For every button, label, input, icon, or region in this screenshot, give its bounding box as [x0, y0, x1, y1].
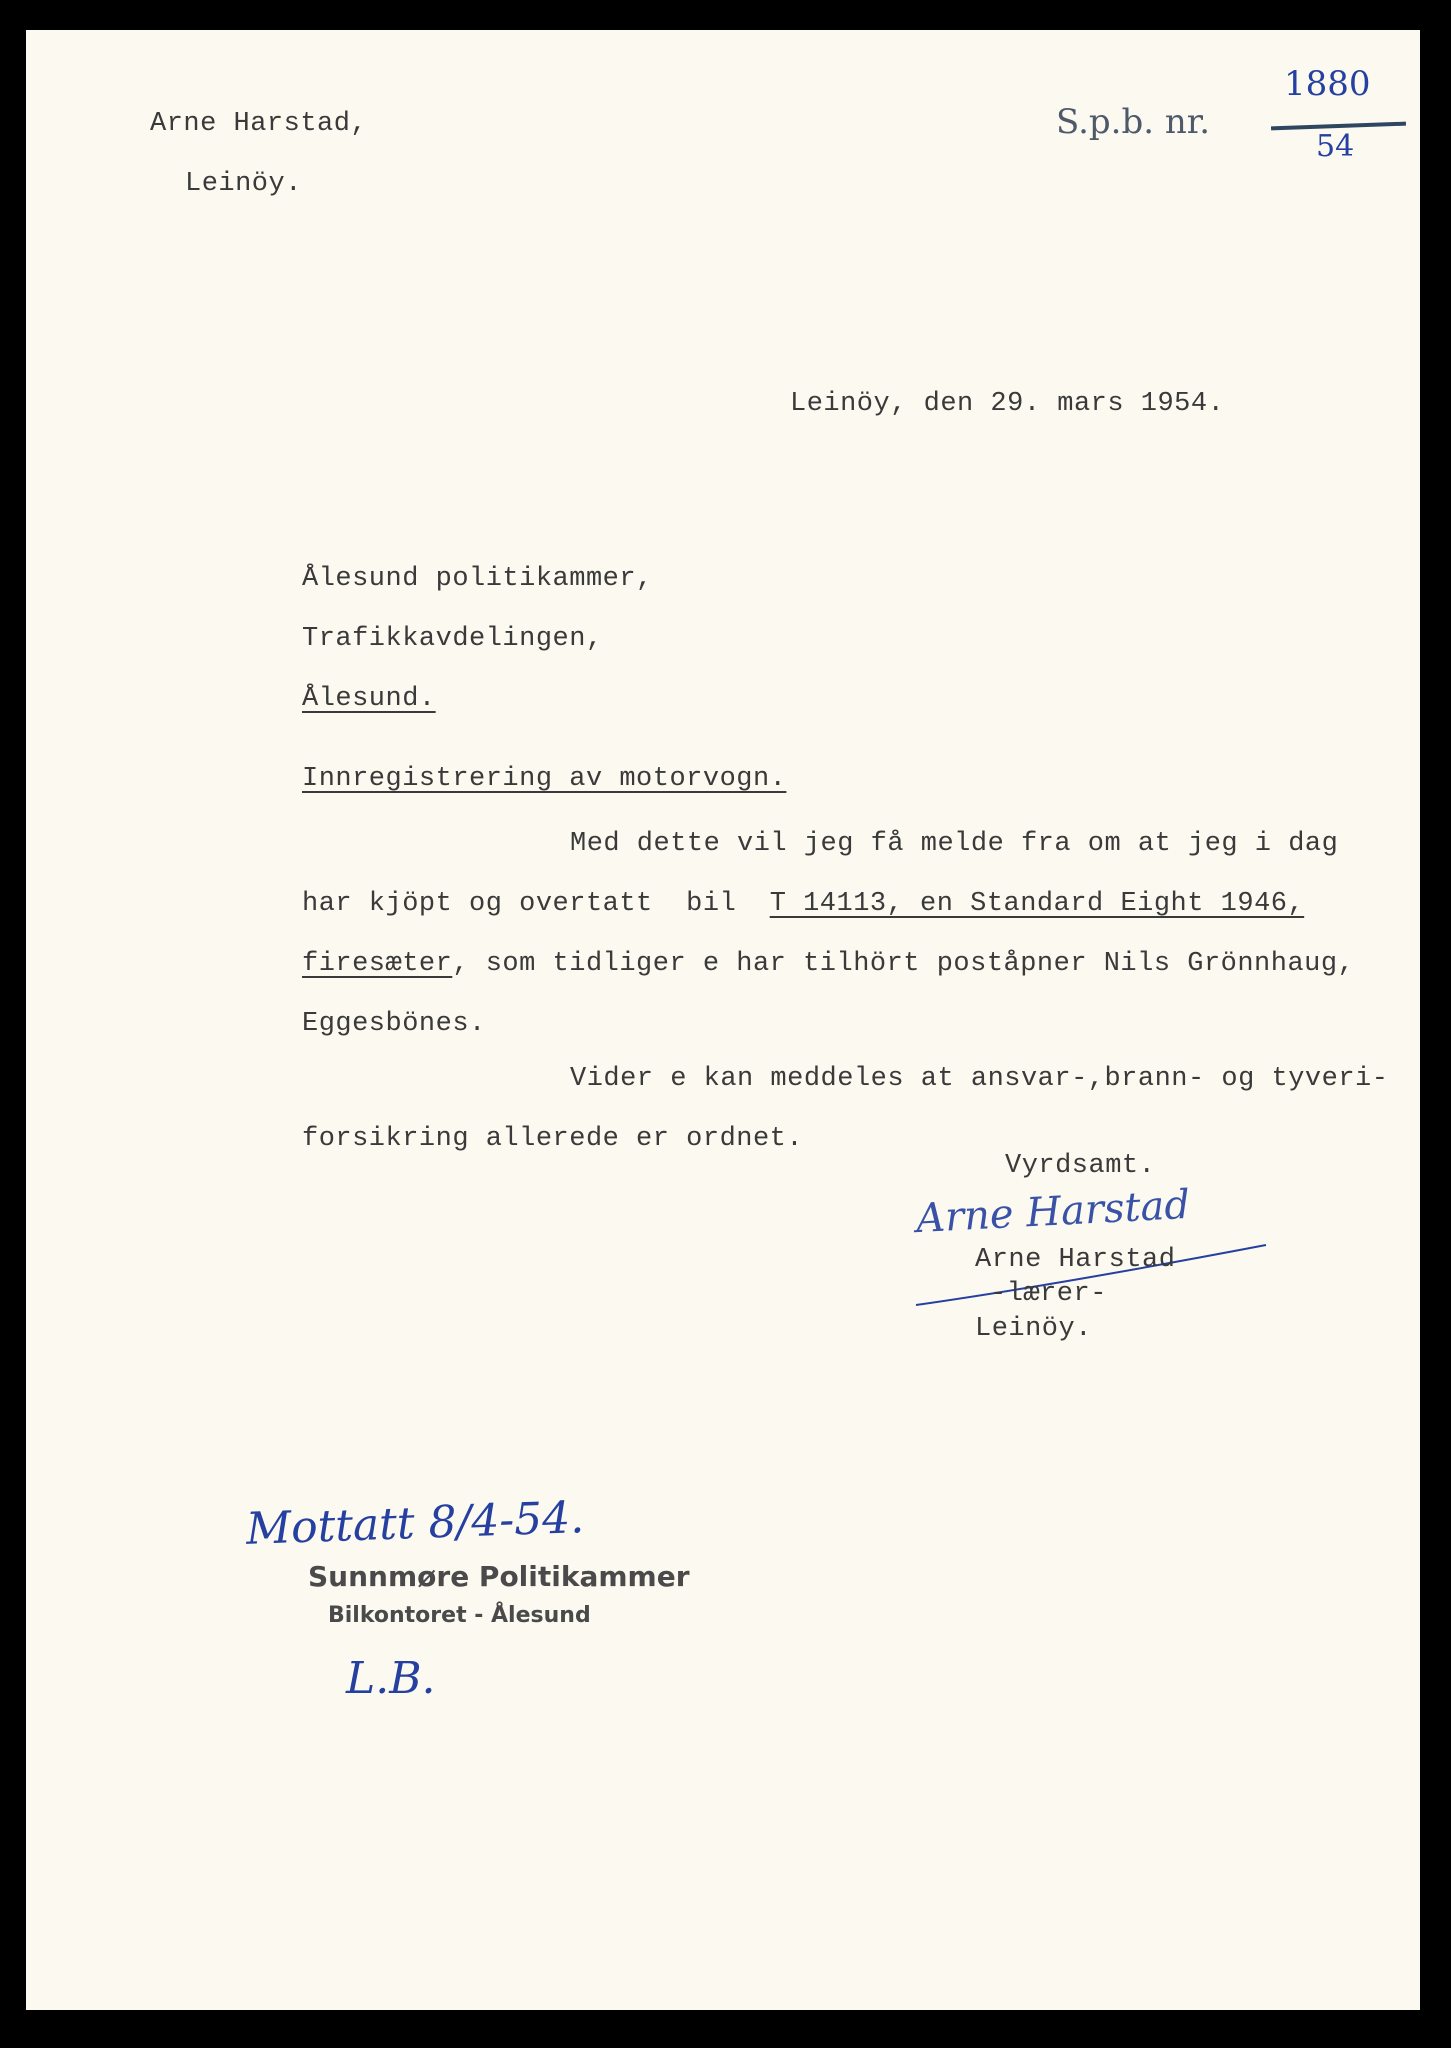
closing-name: Arne Harstad [975, 1245, 1176, 1275]
recipient-line: Ålesund. [302, 684, 436, 714]
date-line: Leinöy, den 29. mars 1954. [790, 389, 1225, 419]
recipient-line: Trafikkavdelingen, [302, 624, 603, 654]
vehicle-details: T 14113, en Standard Eight 1946, [769, 889, 1305, 919]
sender-place: Leinöy. [185, 169, 302, 199]
body-line: Med dette vil jeg få melde fra om at jeg i dag [570, 829, 1339, 859]
handwritten-signature: Arne Harstad [914, 1181, 1192, 1243]
police-stamp-line: Bilkontoret - Ålesund [328, 1603, 591, 1628]
body-text: har kjöpt og overtatt bil [302, 889, 770, 919]
closing-greeting: Vyrdsamt. [1005, 1151, 1156, 1181]
received-note: Mottatt 8/4-54. [245, 1492, 585, 1555]
reference-year: 54 [1316, 129, 1355, 164]
vehicle-type: firesæter [302, 949, 453, 979]
recipient-line: Ålesund politikammer, [302, 564, 653, 594]
body-line [302, 890, 1304, 920]
body-line: forsikring allerede er ordnet. [302, 1124, 804, 1154]
sender-name: Arne Harstad, [150, 109, 368, 139]
closing-title: -lærer- [990, 1279, 1107, 1309]
subject-line: Innregistrering av motorvogn. [302, 764, 787, 794]
body-line: Eggesbönes. [302, 1009, 486, 1039]
handwritten-initials: L.B. [346, 1653, 436, 1704]
letter-page [26, 30, 1420, 2010]
body-line: Vider e kan meddeles at ansvar-,brann- og tyveri- [570, 1064, 1389, 1094]
reference-number: 1880 [1284, 64, 1371, 104]
police-stamp-line: Sunnmøre Politikammer [308, 1560, 690, 1593]
body-line [302, 950, 1354, 980]
closing-place: Leinöy. [975, 1314, 1092, 1344]
reference-stamp-label: S.p.b. nr. [1056, 102, 1211, 142]
body-text: , som tidliger e har tilhört poståpner Nils Grönnhaug, [452, 949, 1355, 979]
